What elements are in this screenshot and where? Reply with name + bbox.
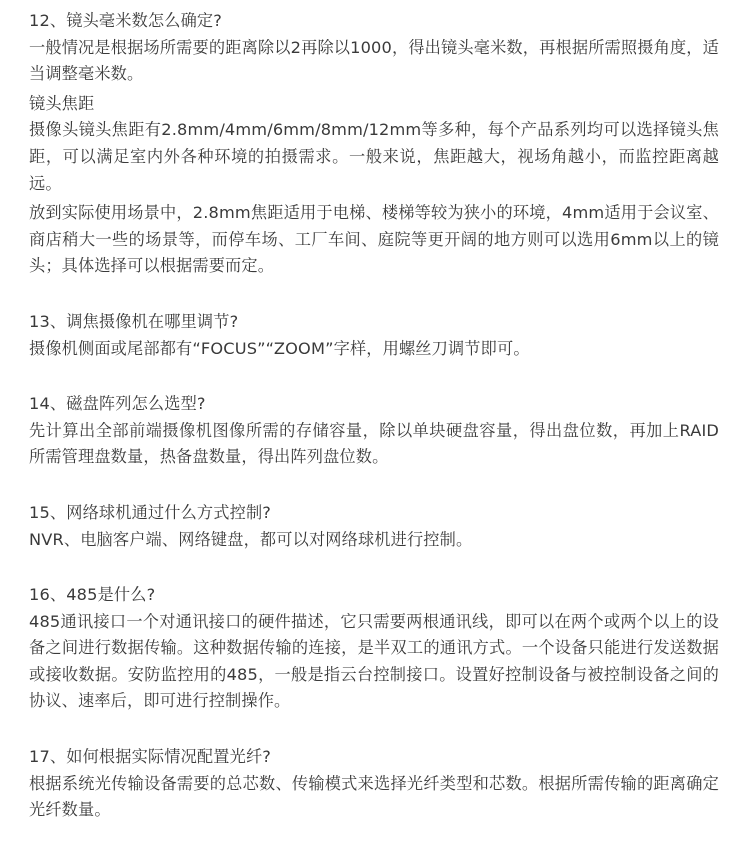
- subheading-lens-focal-length: 镜头焦距: [29, 93, 95, 113]
- paragraph: 一般情况是根据场所需要的距离除以2再除以1000，得出镜头毫米数，再根据所需照摄角度，适当调整毫米数。: [29, 37, 719, 84]
- section-16: [29, 582, 719, 715]
- section-heading: 12、镜头毫米数怎么确定?: [29, 11, 223, 30]
- spacer: [29, 556, 719, 582]
- paragraph: 先计算出全部前端摄像机图像所需的存储容量，除以单块硬盘容量，得出盘位数，再加上RAID所需管理盘数量，热备盘数量，得出阵列盘位数。: [29, 420, 719, 467]
- spacer: [29, 365, 719, 391]
- spacer: [29, 283, 719, 309]
- paragraph: 摄像机侧面或尾部都有“FOCUS”“ZOOM”字样，用螺丝刀调节即可。: [29, 338, 530, 358]
- spacer: [29, 718, 719, 744]
- paragraph: 485通讯接口一个对通讯接口的硬件描述，它只需要两根通讯线，即可以在两个或两个以上的设备之间进行数据传输。这种数据传输的连接，是半双工的通讯方式。一个设备只能进行发送数据或接收数据。安防监控用的485，一般是指云台控制接口。设置好控制设备与被控制设备之间的协议、速率后，即可进行控制操作。: [29, 611, 719, 711]
- spacer: [29, 474, 719, 500]
- section-17: [29, 744, 719, 824]
- paragraph: 根据系统光传输设备需要的总芯数、传输模式来选择光纤类型和芯数。根据所需传输的距离确定光纤数量。: [29, 773, 719, 820]
- section-heading: 14、磁盘阵列怎么选型?: [29, 394, 206, 414]
- paragraph: NVR、电脑客户端、网络键盘，都可以对网络球机进行控制。: [29, 529, 473, 549]
- section-13: [29, 309, 719, 362]
- section-heading: 15、网络球机通过什么方式控制?: [29, 502, 272, 522]
- paragraph: 摄像头镜头焦距有2.8mm/4mm/6mm/8mm/12mm等多种，每个产品系列均可以选择镜头焦距，可以满足室内外各种环境的拍摄需求。一般来说，焦距越大，视场角越小，而监控距离越远。: [29, 120, 719, 193]
- paragraph: 放到实际使用场景中，2.8mm焦距适用于电梯、楼梯等较为狭小的环境，4mm适用于会议室、商店稍大一些的场景等，而停车场、工厂车间、庭院等更开阔的地方则可以选用6mm以上的镜头；具体选择可以根据需要而定。: [29, 203, 719, 276]
- section-15: [29, 500, 719, 553]
- section-heading: 17、如何根据实际情况配置光纤?: [29, 747, 272, 767]
- section-heading: 16、485是什么?: [29, 585, 156, 605]
- section-12: [29, 8, 719, 280]
- section-heading: 13、调焦摄像机在哪里调节?: [29, 311, 239, 331]
- section-14: [29, 391, 719, 471]
